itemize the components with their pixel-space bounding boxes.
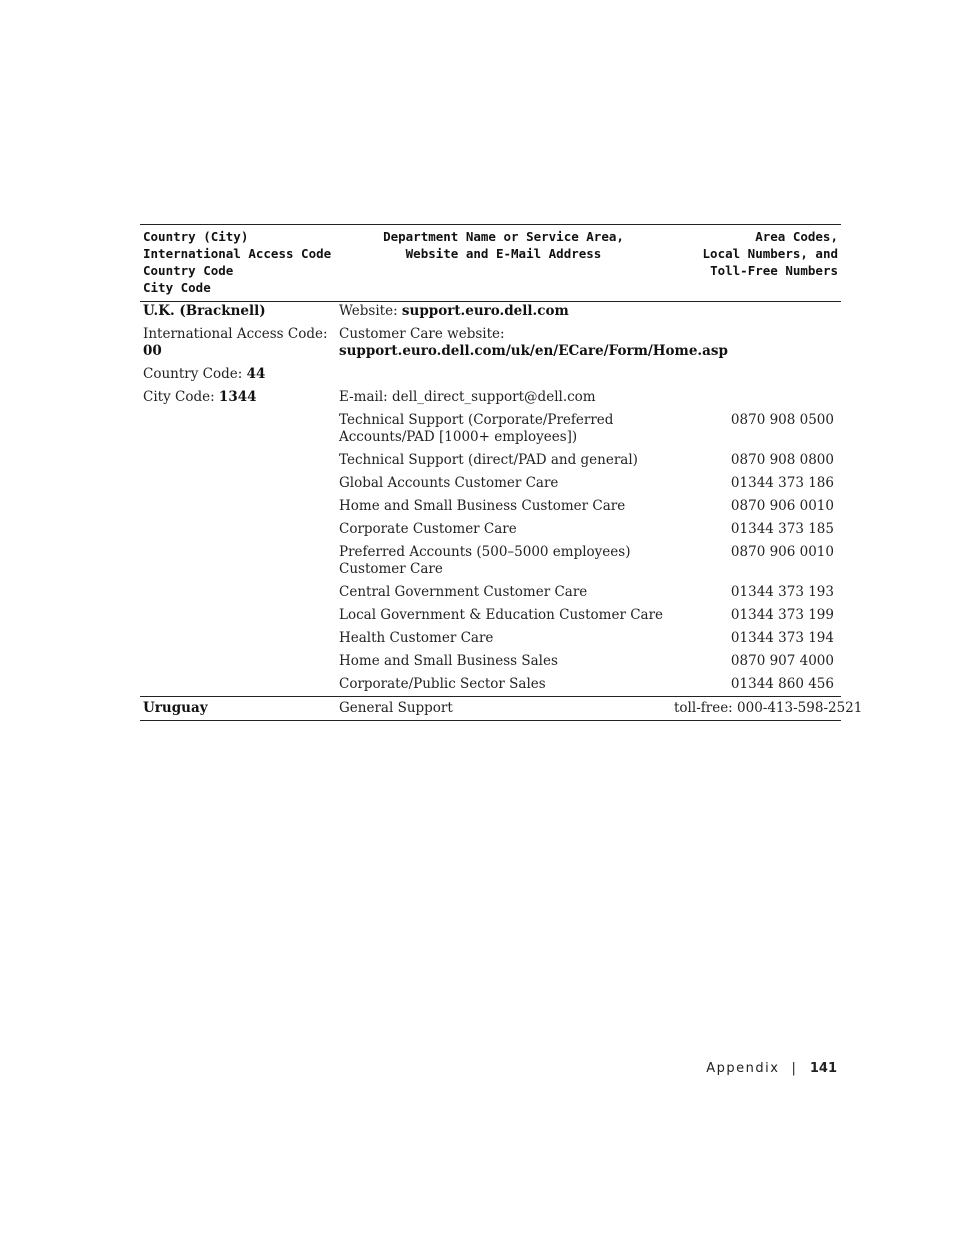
header-country-line: Country Code <box>143 263 234 278</box>
country-cell <box>140 472 336 495</box>
header-numbers-line: Local Numbers, and <box>702 246 838 261</box>
table-row <box>140 302 841 324</box>
department-cell <box>336 697 671 721</box>
department-name: Home and Small Business Customer Care <box>339 498 626 514</box>
country-cell <box>140 697 336 721</box>
country-cell <box>140 495 336 518</box>
table-header <box>140 225 841 302</box>
country-cell <box>140 604 336 627</box>
header-country-line: Country (City) <box>143 229 249 244</box>
department-cell <box>336 449 671 472</box>
header-numbers-line: Area Codes, <box>755 229 838 244</box>
header-numbers-line: Toll-Free Numbers <box>710 263 838 278</box>
contact-table <box>140 224 863 721</box>
footer-separator: | <box>791 1061 796 1076</box>
header-department-line: Department Name or Service Area, <box>383 229 624 244</box>
table-row <box>140 581 841 604</box>
country-cell <box>140 449 336 472</box>
table-row <box>140 541 841 581</box>
table-row <box>140 697 841 721</box>
phone-number: 01344 373 193 <box>730 584 834 600</box>
website-link[interactable]: support.euro.dell.com <box>401 303 569 319</box>
country-cell <box>140 409 336 449</box>
care-website-label: Customer Care website: <box>339 326 505 342</box>
department-cell <box>336 409 671 449</box>
department-name: Accounts/PAD [1000+ employees]) <box>339 429 578 445</box>
country-code-value: 44 <box>246 366 266 382</box>
department-name: Global Accounts Customer Care <box>339 475 559 491</box>
footer-section-title: Appendix <box>706 1061 780 1076</box>
phone-number: 01344 373 194 <box>730 630 834 646</box>
intl-code-value: 00 <box>143 343 162 359</box>
country-cell <box>140 386 336 409</box>
department-name: Local Government & Education Customer Care <box>339 607 664 623</box>
header-country-line: City Code <box>143 280 211 295</box>
phone-number: 0870 908 0800 <box>730 452 834 468</box>
department-name: Technical Support (direct/PAD and general) <box>339 452 638 468</box>
header-numbers <box>671 225 841 302</box>
city-code-label: City Code: <box>143 389 219 405</box>
city-code-value: 1344 <box>218 389 257 405</box>
number-cell <box>671 363 841 386</box>
department-cell <box>336 627 671 650</box>
department-name: General Support <box>339 700 453 716</box>
care-website-link[interactable]: support.euro.dell.com/uk/en/ECare/Form/Home.asp <box>339 343 728 359</box>
header-country <box>140 225 336 302</box>
country-code-label: Country Code: <box>143 366 247 382</box>
phone-number: 0870 906 0010 <box>730 544 834 560</box>
department-cell <box>336 472 671 495</box>
department-name: Customer Care <box>339 561 443 577</box>
country-name: Uruguay <box>143 700 208 716</box>
table-row <box>140 386 841 409</box>
table-row <box>140 323 841 363</box>
department-cell <box>336 541 671 581</box>
department-name: Central Government Customer Care <box>339 584 588 600</box>
country-cell <box>140 581 336 604</box>
department-cell <box>336 604 671 627</box>
number-cell <box>671 302 841 324</box>
department-cell <box>336 323 728 363</box>
phone-number: 01344 373 199 <box>730 607 834 623</box>
table-body <box>140 302 863 721</box>
department-name: Health Customer Care <box>339 630 494 646</box>
country-cell <box>140 541 336 581</box>
page-number: 141 <box>809 1061 837 1076</box>
intl-code-label: International Access Code: <box>143 326 328 342</box>
header-country-line: International Access Code <box>143 246 332 261</box>
table-row <box>140 472 841 495</box>
table-row <box>140 449 841 472</box>
table-row <box>140 627 841 650</box>
table-row <box>140 650 841 673</box>
table-row <box>140 673 841 697</box>
header-department <box>336 225 671 302</box>
website-label: Website: <box>339 303 402 319</box>
department-cell <box>336 673 671 697</box>
department-cell <box>336 518 671 541</box>
table-row <box>140 495 841 518</box>
department-cell <box>336 386 671 409</box>
department-cell <box>336 302 671 324</box>
table-row <box>140 409 841 449</box>
table-row <box>140 363 841 386</box>
department-cell <box>336 581 671 604</box>
country-cell <box>140 518 336 541</box>
department-name: Corporate/Public Sector Sales <box>339 676 546 692</box>
department-cell <box>336 363 671 386</box>
number-cell <box>671 386 841 409</box>
country-name: U.K. (Bracknell) <box>143 303 266 319</box>
table-row <box>140 604 841 627</box>
phone-number: 01344 373 186 <box>730 475 834 491</box>
country-cell <box>140 323 336 363</box>
department-cell <box>336 650 671 673</box>
department-cell <box>336 495 671 518</box>
phone-number: 0870 906 0010 <box>730 498 834 514</box>
email-address[interactable]: E-mail: dell_direct_support@dell.com <box>339 389 596 405</box>
department-name: Corporate Customer Care <box>339 521 517 537</box>
department-name: Technical Support (Corporate/Preferred <box>339 412 614 428</box>
phone-number: 0870 907 4000 <box>730 653 834 669</box>
country-cell <box>140 673 336 697</box>
phone-number: toll-free: 000-413-598-2521 <box>671 697 841 721</box>
phone-number: 01344 860 456 <box>671 673 841 697</box>
country-cell <box>140 302 336 324</box>
page-footer <box>706 1061 837 1076</box>
table-row <box>140 518 841 541</box>
country-cell <box>140 650 336 673</box>
country-cell <box>140 627 336 650</box>
department-name: Home and Small Business Sales <box>339 653 558 669</box>
header-row <box>140 225 841 302</box>
country-cell <box>140 363 336 386</box>
header-department-line: Website and E-Mail Address <box>405 246 602 261</box>
department-name: Preferred Accounts (500–5000 employees) <box>339 544 631 560</box>
phone-number: 01344 373 185 <box>730 521 834 537</box>
phone-number: 0870 908 0500 <box>730 412 834 428</box>
